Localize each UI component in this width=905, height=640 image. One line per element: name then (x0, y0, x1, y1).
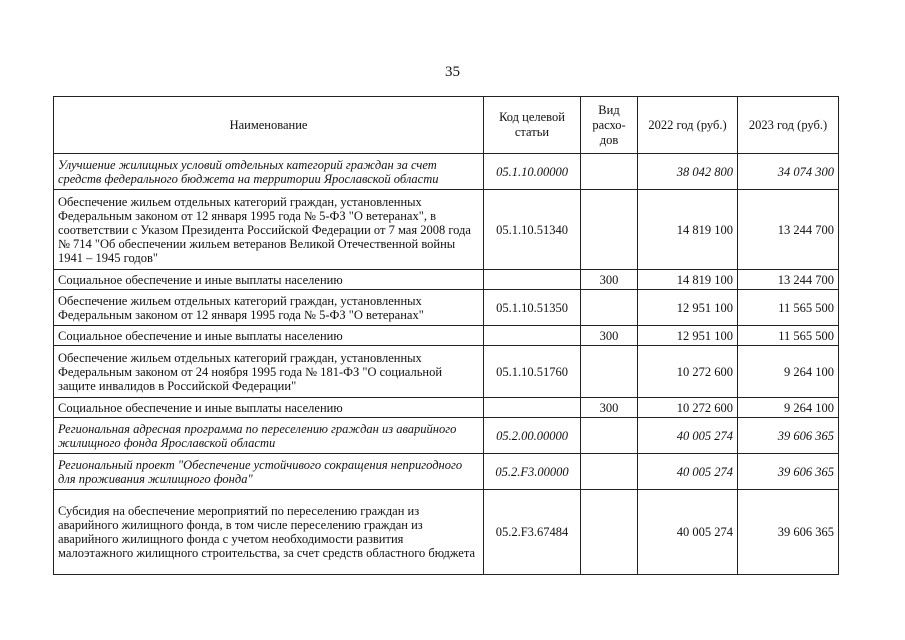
table-row (54, 418, 839, 454)
row-name: Социальное обеспечение и иные выплаты населению (54, 326, 484, 346)
row-name: Региональный проект "Обеспечение устойчивого сокращения непригодного для проживания жилищного фонда" (54, 454, 484, 490)
row-name: Обеспечение жильем отдельных категорий граждан, установленных Федеральным законом от 24 ноября 1995 года № 181-ФЗ "О социальной защите инвалидов в Российской Федерации" (54, 346, 484, 398)
row-code: 05.1.10.51340 (484, 190, 581, 270)
table-row (54, 190, 839, 270)
row-type: 300 (581, 270, 638, 290)
row-year1: 12 951 100 (638, 290, 738, 326)
row-code: 05.2.F3.00000 (484, 454, 581, 490)
row-year1: 14 819 100 (638, 190, 738, 270)
row-type (581, 454, 638, 490)
row-type (581, 154, 638, 190)
row-name: Обеспечение жильем отдельных категорий граждан, установленных Федеральным законом от 12 января 1995 года № 5-ФЗ "О ветеранах" (54, 290, 484, 326)
row-type (581, 190, 638, 270)
row-code: 05.2.00.00000 (484, 418, 581, 454)
row-type (581, 418, 638, 454)
table-header-row (54, 97, 839, 154)
table-row (54, 154, 839, 190)
table-row (54, 346, 839, 398)
row-name: Обеспечение жильем отдельных категорий граждан, установленных Федеральным законом от 12 января 1995 года № 5-ФЗ "О ветеранах", в соответствии с Указом Президента Российской Федерации от 7 мая 2008 года № 714 "Об обеспечении жильем ветеранов Великой Отечественной войны 1941 – 1945 годов" (54, 190, 484, 270)
row-year2: 39 606 365 (738, 490, 839, 575)
row-type: 300 (581, 326, 638, 346)
row-year2: 9 264 100 (738, 346, 839, 398)
row-year1: 38 042 800 (638, 154, 738, 190)
row-type (581, 490, 638, 575)
row-type (581, 346, 638, 398)
row-type: 300 (581, 398, 638, 418)
table-row (54, 454, 839, 490)
row-type (581, 290, 638, 326)
row-year2: 11 565 500 (738, 290, 839, 326)
page-number: 35 (445, 64, 460, 80)
row-year1: 40 005 274 (638, 454, 738, 490)
row-year2: 11 565 500 (738, 326, 839, 346)
header-year-2023: 2023 год (руб.) (738, 97, 839, 154)
budget-table (53, 96, 839, 575)
table-row (54, 326, 839, 346)
row-name: Социальное обеспечение и иные выплаты населению (54, 270, 484, 290)
row-year2: 13 244 700 (738, 270, 839, 290)
row-year2: 13 244 700 (738, 190, 839, 270)
row-year1: 14 819 100 (638, 270, 738, 290)
header-name: Наименование (54, 97, 484, 154)
row-year1: 10 272 600 (638, 398, 738, 418)
row-code: 05.2.F3.67484 (484, 490, 581, 575)
row-code (484, 326, 581, 346)
row-year1: 10 272 600 (638, 346, 738, 398)
row-name: Региональная адресная программа по переселению граждан из аварийного жилищного фонда Ярославской области (54, 418, 484, 454)
header-target-code: Код целевой статьи (484, 97, 581, 154)
table-row (54, 490, 839, 575)
row-year2: 39 606 365 (738, 454, 839, 490)
row-name: Субсидия на обеспечение мероприятий по переселению граждан из аварийного жилищного фонда, в том числе переселению граждан из аварийного жилищного фонда с учетом необходимости развития малоэтажного жилищного строительства, за счет средств областного бюджета (54, 490, 484, 575)
row-name: Социальное обеспечение и иные выплаты населению (54, 398, 484, 418)
table-row (54, 398, 839, 418)
row-year1: 12 951 100 (638, 326, 738, 346)
row-code: 05.1.10.51760 (484, 346, 581, 398)
row-year2: 9 264 100 (738, 398, 839, 418)
row-year2: 34 074 300 (738, 154, 839, 190)
table-row (54, 290, 839, 326)
row-code (484, 270, 581, 290)
row-code (484, 398, 581, 418)
row-code: 05.1.10.51350 (484, 290, 581, 326)
row-year1: 40 005 274 (638, 418, 738, 454)
row-name: Улучшение жилищных условий отдельных категорий граждан за счет средств федерального бюджета на территории Ярославской области (54, 154, 484, 190)
table-row (54, 270, 839, 290)
header-year-2022: 2022 год (руб.) (638, 97, 738, 154)
header-expense-type: Вид расхо-дов (581, 97, 638, 154)
row-year1: 40 005 274 (638, 490, 738, 575)
row-year2: 39 606 365 (738, 418, 839, 454)
row-code: 05.1.10.00000 (484, 154, 581, 190)
